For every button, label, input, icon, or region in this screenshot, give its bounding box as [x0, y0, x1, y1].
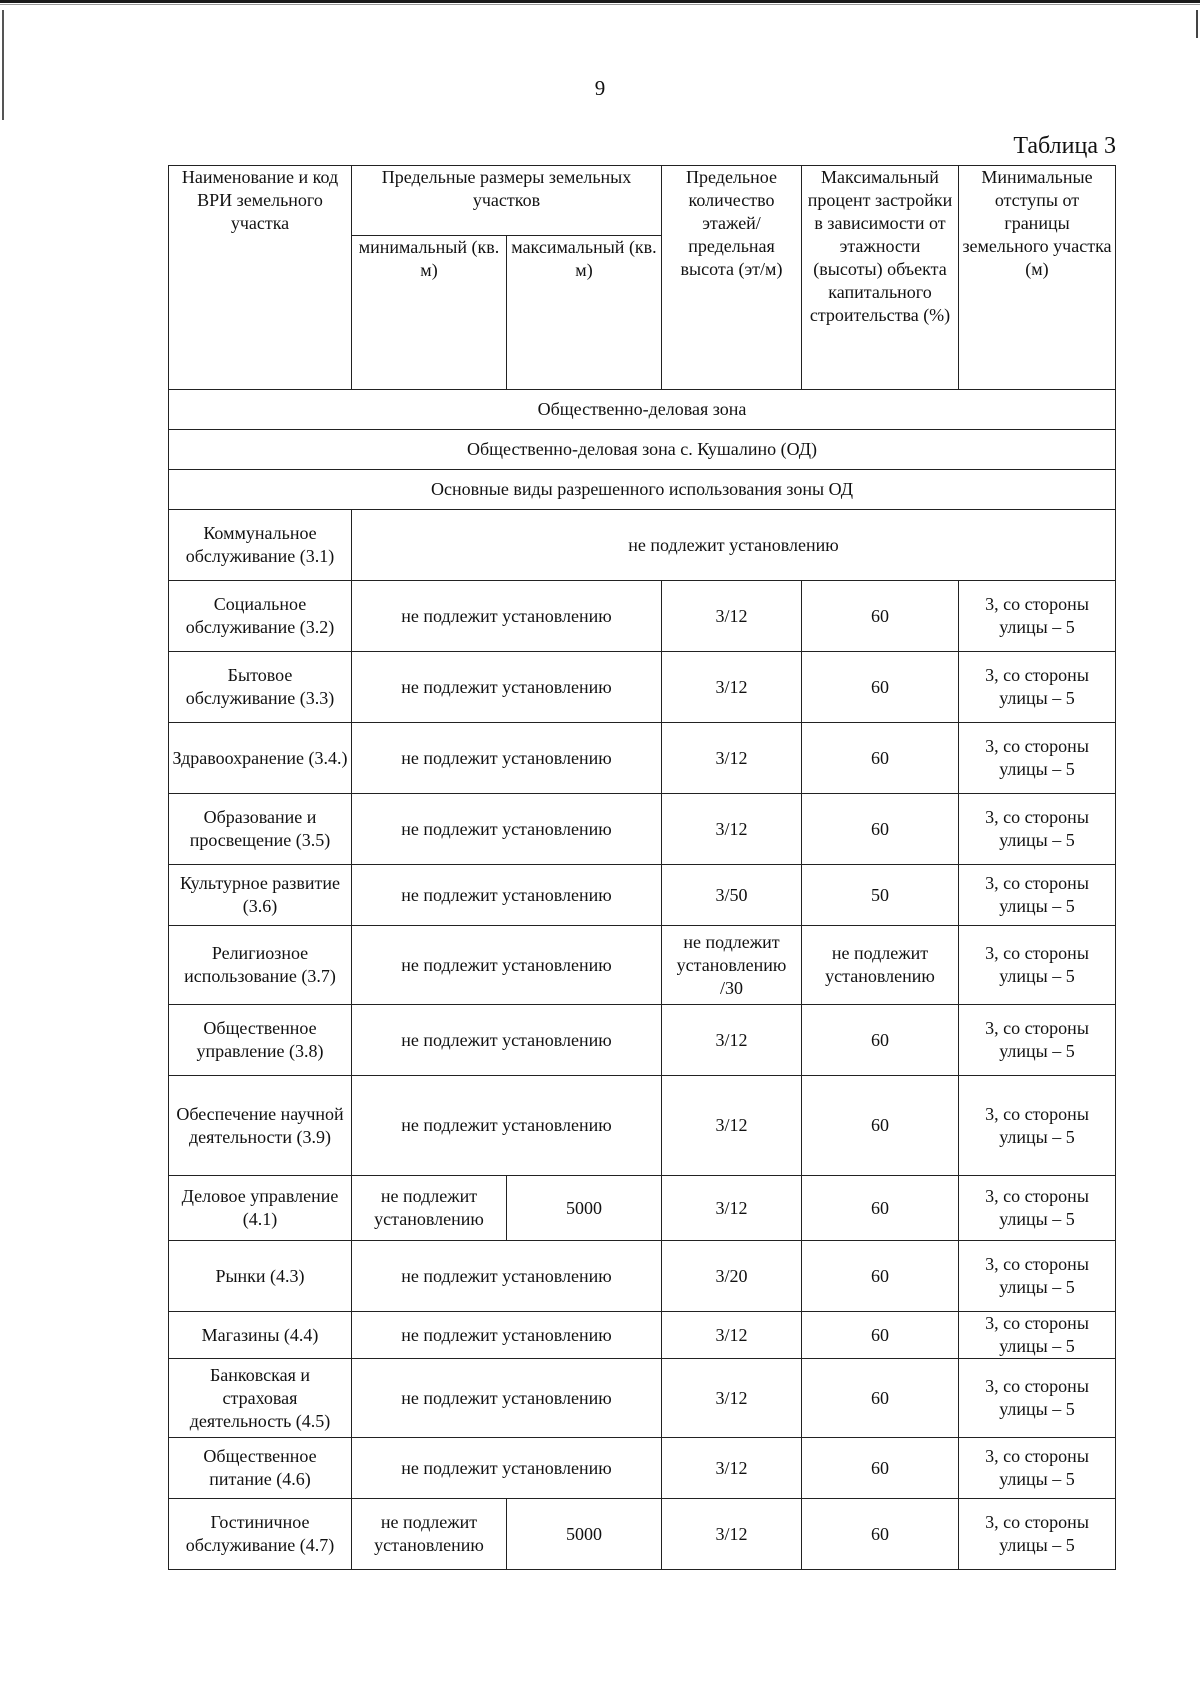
cell-floors: 3/12	[662, 1438, 802, 1499]
section-title: Общественно-деловая зона с. Кушалино (ОД)	[169, 430, 1116, 470]
cell-name: Деловое управление (4.1)	[169, 1176, 352, 1241]
cell-min: не подлежит установлению	[352, 1499, 507, 1570]
cell-floors: 3/12	[662, 1176, 802, 1241]
cell-name: Здравоохранение (3.4.)	[169, 723, 352, 794]
cell-name: Общественное питание (4.6)	[169, 1438, 352, 1499]
cell-percent: 60	[802, 652, 959, 723]
header-percent: Максимальный процент застройки в зависимости от этажности (высоты) объекта капитального строительства (%)	[802, 166, 959, 390]
table-row	[169, 1005, 1116, 1076]
scan-edge-left	[2, 10, 4, 120]
table-row	[169, 652, 1116, 723]
table-row	[169, 1241, 1116, 1312]
cell-floors: 3/12	[662, 652, 802, 723]
cell-size: не подлежит установлению	[352, 1312, 662, 1359]
cell-name: Гостиничное обслуживание (4.7)	[169, 1499, 352, 1570]
cell-percent: 60	[802, 1438, 959, 1499]
section-title: Основные виды разрешенного использования зоны ОД	[169, 470, 1116, 510]
header-row-top	[169, 166, 1116, 236]
table-row	[169, 1176, 1116, 1241]
cell-floors: 3/12	[662, 1312, 802, 1359]
cell-setback: 3, со стороны улицы – 5	[959, 1359, 1116, 1438]
cell-floors: 3/12	[662, 1076, 802, 1176]
cell-setback: 3, со стороны улицы – 5	[959, 1241, 1116, 1312]
cell-floors: 3/12	[662, 581, 802, 652]
cell-name: Магазины (4.4)	[169, 1312, 352, 1359]
cell-setback: 3, со стороны улицы – 5	[959, 1438, 1116, 1499]
cell-name: Обеспечение научной деятельности (3.9)	[169, 1076, 352, 1176]
scan-edge-top	[0, 0, 1200, 3]
cell-merged: не подлежит установлению	[352, 510, 1116, 581]
cell-name: Культурное развитие (3.6)	[169, 865, 352, 926]
table-row	[169, 1359, 1116, 1438]
cell-name: Коммунальное обслуживание (3.1)	[169, 510, 352, 581]
cell-floors: не подлежит установлению /30	[662, 926, 802, 1005]
cell-percent: 60	[802, 1176, 959, 1241]
section-row	[169, 430, 1116, 470]
table-row	[169, 1499, 1116, 1570]
scan-edge-right	[1196, 10, 1198, 38]
cell-size: не подлежит установлению	[352, 723, 662, 794]
table-row	[169, 1438, 1116, 1499]
cell-setback: 3, со стороны улицы – 5	[959, 865, 1116, 926]
section-row	[169, 390, 1116, 430]
cell-setback: 3, со стороны улицы – 5	[959, 1076, 1116, 1176]
table-row	[169, 581, 1116, 652]
cell-setback: 3, со стороны улицы – 5	[959, 1176, 1116, 1241]
scan-edge-top-shadow	[0, 4, 1200, 5]
cell-name: Банковская и страховая деятельность (4.5)	[169, 1359, 352, 1438]
cell-size: не подлежит установлению	[352, 581, 662, 652]
cell-name: Бытовое обслуживание (3.3)	[169, 652, 352, 723]
cell-setback: 3, со стороны улицы – 5	[959, 1312, 1116, 1359]
zoning-table	[168, 165, 1116, 1570]
cell-name: Образование и просвещение (3.5)	[169, 794, 352, 865]
header-min: минимальный (кв. м)	[352, 236, 507, 390]
table-row	[169, 1312, 1116, 1359]
cell-setback: 3, со стороны улицы – 5	[959, 1499, 1116, 1570]
cell-size: не подлежит установлению	[352, 926, 662, 1005]
cell-floors: 3/12	[662, 1005, 802, 1076]
cell-size: не подлежит установлению	[352, 1438, 662, 1499]
cell-percent: 60	[802, 1359, 959, 1438]
header-name: Наименование и код ВРИ земельного участка	[169, 166, 352, 390]
cell-size: не подлежит установлению	[352, 652, 662, 723]
cell-setback: 3, со стороны улицы – 5	[959, 652, 1116, 723]
cell-size: не подлежит установлению	[352, 1359, 662, 1438]
cell-max: 5000	[507, 1499, 662, 1570]
cell-percent: 60	[802, 794, 959, 865]
cell-size: не подлежит установлению	[352, 1241, 662, 1312]
table-row	[169, 926, 1116, 1005]
cell-floors: 3/20	[662, 1241, 802, 1312]
cell-percent: 60	[802, 723, 959, 794]
cell-setback: 3, со стороны улицы – 5	[959, 723, 1116, 794]
cell-setback: 3, со стороны улицы – 5	[959, 794, 1116, 865]
cell-max: 5000	[507, 1176, 662, 1241]
header-setback: Минимальные отступы от границы земельного участка (м)	[959, 166, 1116, 390]
cell-name: Религиозное использование (3.7)	[169, 926, 352, 1005]
cell-percent: 50	[802, 865, 959, 926]
cell-floors: 3/12	[662, 723, 802, 794]
header-floors: Предельное количество этажей/ предельная высота (эт/м)	[662, 166, 802, 390]
cell-percent: 60	[802, 1076, 959, 1176]
cell-name: Рынки (4.3)	[169, 1241, 352, 1312]
section-title: Общественно-деловая зона	[169, 390, 1116, 430]
cell-floors: 3/50	[662, 865, 802, 926]
table-row	[169, 794, 1116, 865]
page-number: 9	[594, 76, 606, 100]
table-row	[169, 1076, 1116, 1176]
cell-percent: 60	[802, 581, 959, 652]
header-sizes: Предельные размеры земельных участков	[352, 166, 662, 236]
cell-percent: 60	[802, 1005, 959, 1076]
table-row	[169, 865, 1116, 926]
cell-percent: не подлежит установлению	[802, 926, 959, 1005]
cell-floors: 3/12	[662, 794, 802, 865]
cell-size: не подлежит установлению	[352, 794, 662, 865]
cell-setback: 3, со стороны улицы – 5	[959, 581, 1116, 652]
cell-size: не подлежит установлению	[352, 1076, 662, 1176]
cell-name: Социальное обслуживание (3.2)	[169, 581, 352, 652]
table-row	[169, 510, 1116, 581]
cell-size: не подлежит установлению	[352, 1005, 662, 1076]
cell-min: не подлежит установлению	[352, 1176, 507, 1241]
cell-percent: 60	[802, 1312, 959, 1359]
table-label: Таблица 3	[1013, 133, 1116, 159]
cell-floors: 3/12	[662, 1359, 802, 1438]
section-row	[169, 470, 1116, 510]
header-max: максимальный (кв. м)	[507, 236, 662, 390]
cell-percent: 60	[802, 1241, 959, 1312]
cell-floors: 3/12	[662, 1499, 802, 1570]
cell-setback: 3, со стороны улицы – 5	[959, 926, 1116, 1005]
cell-name: Общественное управление (3.8)	[169, 1005, 352, 1076]
cell-percent: 60	[802, 1499, 959, 1570]
table-row	[169, 723, 1116, 794]
cell-setback: 3, со стороны улицы – 5	[959, 1005, 1116, 1076]
cell-size: не подлежит установлению	[352, 865, 662, 926]
